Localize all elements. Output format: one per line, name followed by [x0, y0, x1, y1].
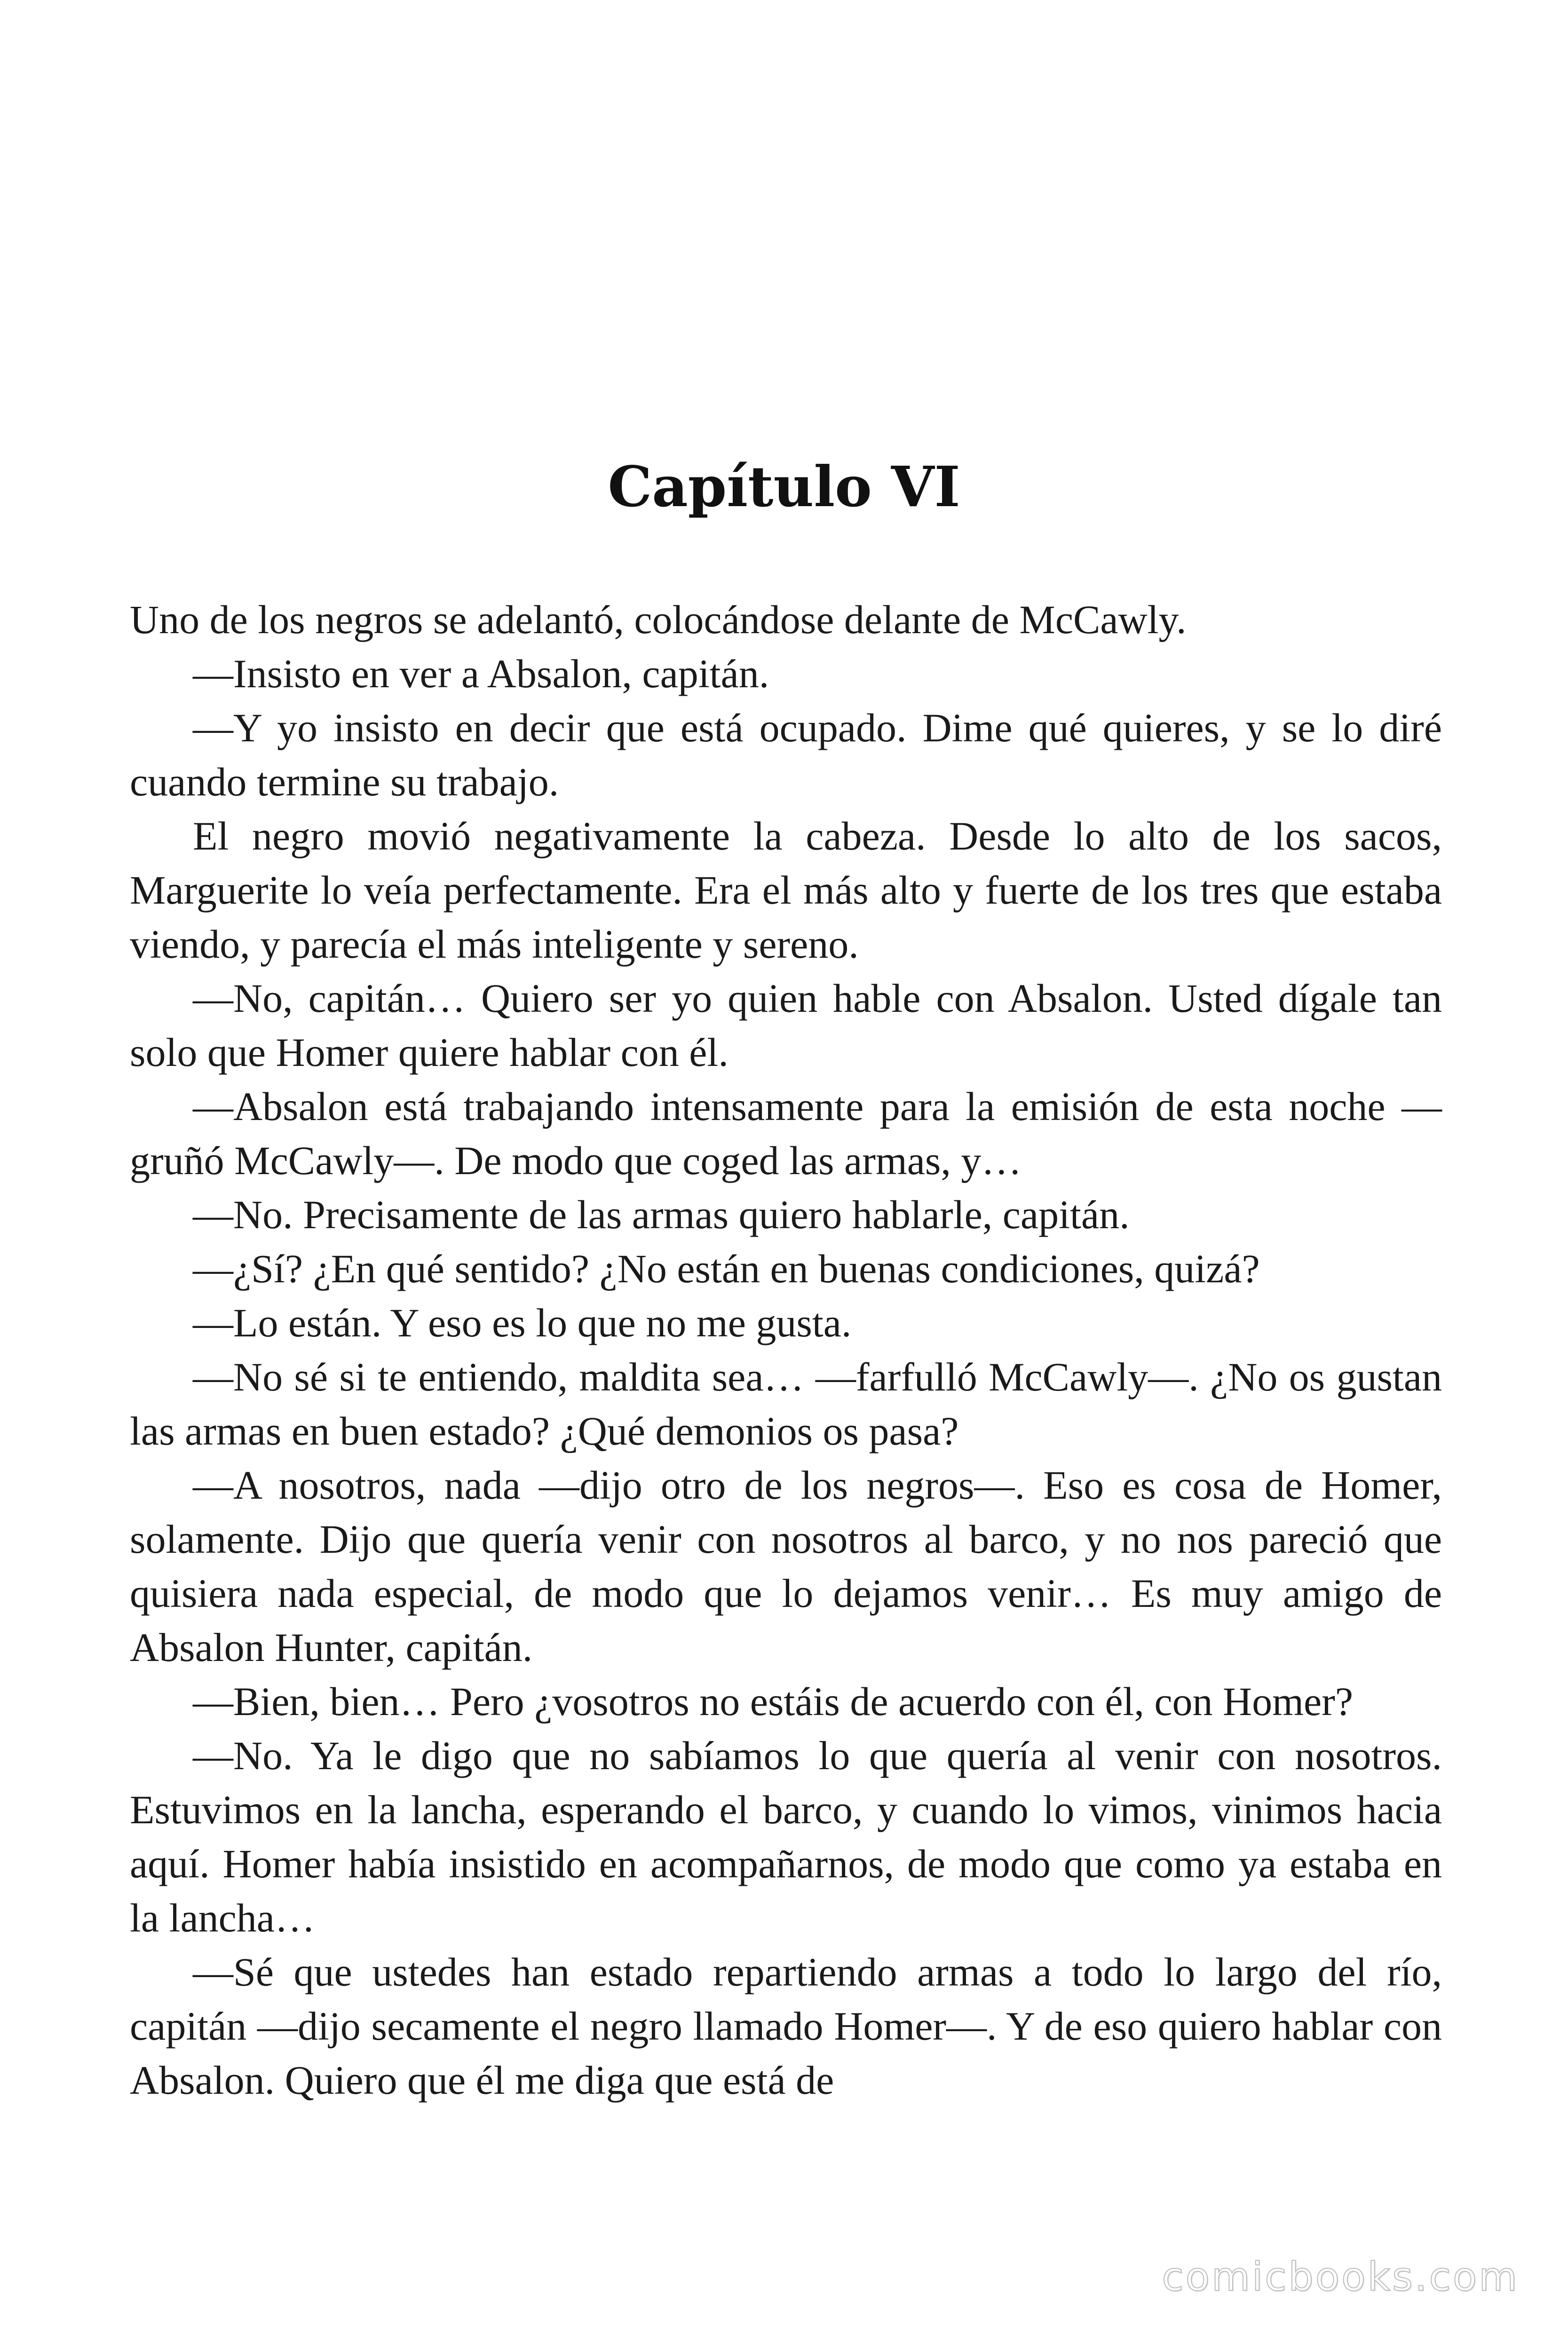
paragraph: —Bien, bien… Pero ¿vosotros no estáis de acuerdo con él, con Homer? — [193, 1679, 1354, 1724]
paragraph: —No sé si te entiendo, maldita sea… —farfulló McCawly—. ¿No os gustan las armas en buen estado? ¿Qué demonios os pasa? — [130, 1354, 1442, 1454]
paragraph: —Y yo insisto en decir que está ocupado. Dime qué quieres, y se lo diré cuando termine su trabajo. — [130, 705, 1442, 804]
paragraph: —Absalon está trabajando intensamente para la emisión de esta noche —gruñó McCawly—. De modo que coged las armas, y… — [130, 1084, 1442, 1183]
paragraph: —Insisto en ver a Absalon, capitán. — [193, 651, 769, 696]
chapter-body — [130, 593, 1442, 2107]
paragraph: —No, capitán… Quiero ser yo quien hable con Absalon. Usted dígale tan solo que Homer quiere hablar con él. — [130, 976, 1442, 1075]
watermark: comicbooks.com — [1162, 2254, 1519, 2300]
paragraph: —No. Precisamente de las armas quiero hablarle, capitán. — [193, 1192, 1130, 1237]
paragraph: —¿Sí? ¿En qué sentido? ¿No están en buenas condiciones, quizá? — [193, 1246, 1260, 1291]
paragraph: El negro movió negativamente la cabeza. Desde lo alto de los sacos, Marguerite lo veía perfectamente. Era el más alto y fuerte de los tres que estaba viendo, y parecía el más inteligente y sereno. — [130, 813, 1442, 967]
chapter-title: Capítulo VI — [608, 454, 960, 519]
paragraph: —Sé que ustedes han estado repartiendo armas a todo lo largo del río, capitán —dijo secamente el negro llamado Homer—. Y de eso quiero hablar con Absalon. Quiero que él me diga que está de — [130, 1949, 1442, 2103]
paragraph: —No. Ya le digo que no sabíamos lo que quería al venir con nosotros. Estuvimos en la lancha, esperando el barco, y cuando lo vimos, vinimos hacia aquí. Homer había insistido en acompañarnos, de modo que como ya estaba en la lancha… — [130, 1733, 1442, 1940]
paragraph: —A nosotros, nada —dijo otro de los negros—. Eso es cosa de Homer, solamente. Dijo que quería venir con nosotros al barco, y no nos pareció que quisiera nada especial, de modo que lo dejamos venir… Es muy amigo de Absalon Hunter, capitán. — [130, 1462, 1442, 1670]
paragraph: Uno de los negros se adelantó, colocándose delante de McCawly. — [130, 597, 1187, 642]
paragraph: —Lo están. Y eso es lo que no me gusta. — [193, 1300, 852, 1345]
